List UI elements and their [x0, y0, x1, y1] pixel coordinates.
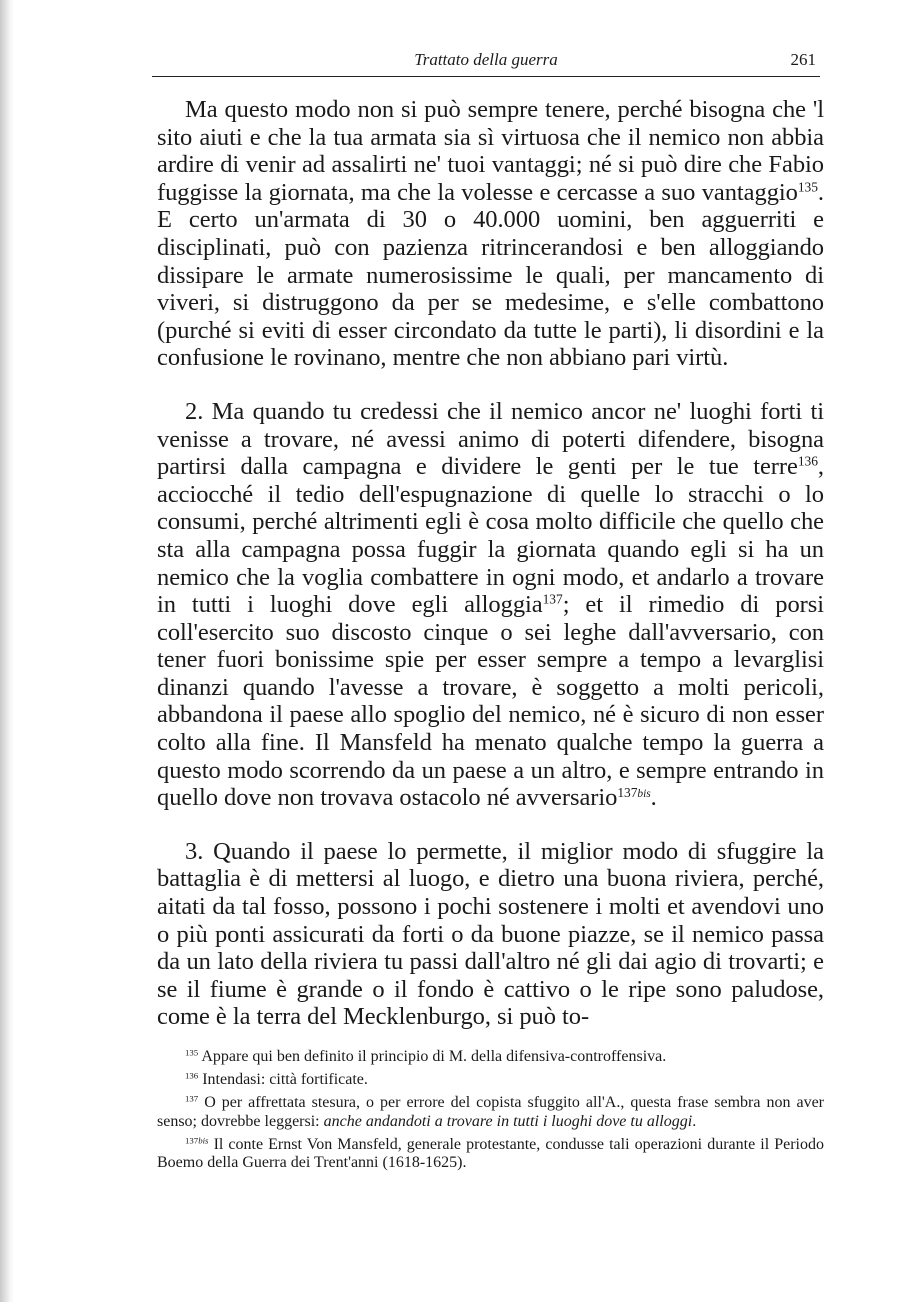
footnote-number: 137	[185, 1093, 199, 1104]
footnote: $^{137}$ O per affrettata stesura, o per errore del copista sfuggito all'A., questa frase sembra non aver senso; dovrebbe leggersi: anche andandoti a trovare in tutti i luoghi dove tu alloggi.	[157, 1093, 825, 1130]
page-header	[152, 50, 820, 77]
paragraph: 2. Ma quando tu credessi che il nemico ancor ne' luoghi forti ti venisse a trovare, né avessi animo di poterti difendere, bisogna partirsi dalla campagna e dividere le genti per le tue terre$^{136}$, acciocché il tedio dell'espugnazione di quelle lo stracchi o lo consumi, perché altrimenti egli è cosa molto difficile che quello che sta alla campagna possa fuggir la giornata quando egli si ha un nemico che la voglia combattere in ogni modo, et andarlo a trovare in tutti i luoghi dove egli alloggia$^{137}$; et il rimedio di porsi coll'esercito suo discosto cinque o sei leghe dall'avversario, con tener fuori bonissime spie per esser sempre a tempo a levarglisi dinanzi quando l'avesse a trovare, è soggetto a molti pericoli, abbandona il paese allo spoglio del nemico, né è sicuro di non esser colto alla fine. Il Mansfeld ha menato qualche tempo la guerra a questo modo scorrendo da un paese a un altro, e sempre entrando in quello dove non trovava ostacolo né avversario$^{137bis}$.	[157, 397, 824, 812]
paragraph: 3. Quando il paese lo permette, il miglior modo di sfuggire la battaglia è di mettersi al luogo, e dietro una buona riviera, perché, aitati da tal fosso, possono i pochi sostenere i molti et avendovi uno o più ponti assicurati da forti o da buone piazze, se il nemico passa da un lato della riviera tu passi dall'altro né gli dai agio di trovarti; e se il fiume è grande o il fondo è cattivo o le ripe sono paludose, come è la terra del Mecklenburgo, si può to-	[157, 837, 824, 1031]
footnote-number: 135	[185, 1047, 199, 1058]
main-text	[157, 96, 824, 1031]
footnote-ref: 137bis	[617, 784, 651, 800]
footnotes	[157, 1048, 824, 1177]
page-gutter-shadow	[0, 0, 14, 1302]
footnote-ref: 135	[797, 179, 818, 195]
paragraph: Ma questo modo non si può sempre tenere, perché bisogna che 'l sito aiuti e che la tua armata sia sì virtuosa che il nemico non abbia ardire di venir ad assalirti ne' tuoi vantaggi; né si può dire che Fabio fuggisse la giornata, ma che la volesse e cercasse a suo vantaggio$^{135}$. E certo un'armata di 30 o 40.000 uomini, ben agguerriti e disciplinati, può con pazienza ritrincerandosi e ben alloggiando dissipare le armate numerosissime le quali, per mancamento di viveri, si distruggono da per se medesime, e s'elle combattono (purché si eviti di esser circondato da tutte le parti), li disordini e la confusione le rovinano, mentre che non abbiano pari virtù.	[157, 96, 824, 372]
footnote-ref: 137	[542, 591, 563, 607]
footnote: $^{135}$ Appare qui ben definito il principio di M. della difensiva-controffensiva.	[185, 1047, 667, 1065]
footnote-number: 136	[185, 1070, 199, 1081]
page-number: 261	[790, 50, 816, 69]
footnote-ref: 136	[797, 453, 818, 469]
running-title: Trattato della guerra	[414, 50, 558, 69]
footnote-number: 137bis	[185, 1135, 209, 1146]
footnote: $^{137bis}$ Il conte Ernst Von Mansfeld, generale protestante, condusse tali operazioni durante il Periodo Boemo della Guerra dei Trent'anni (1618-1625).	[157, 1135, 825, 1172]
footnote: $^{136}$ Intendasi: città fortificate.	[185, 1070, 368, 1089]
